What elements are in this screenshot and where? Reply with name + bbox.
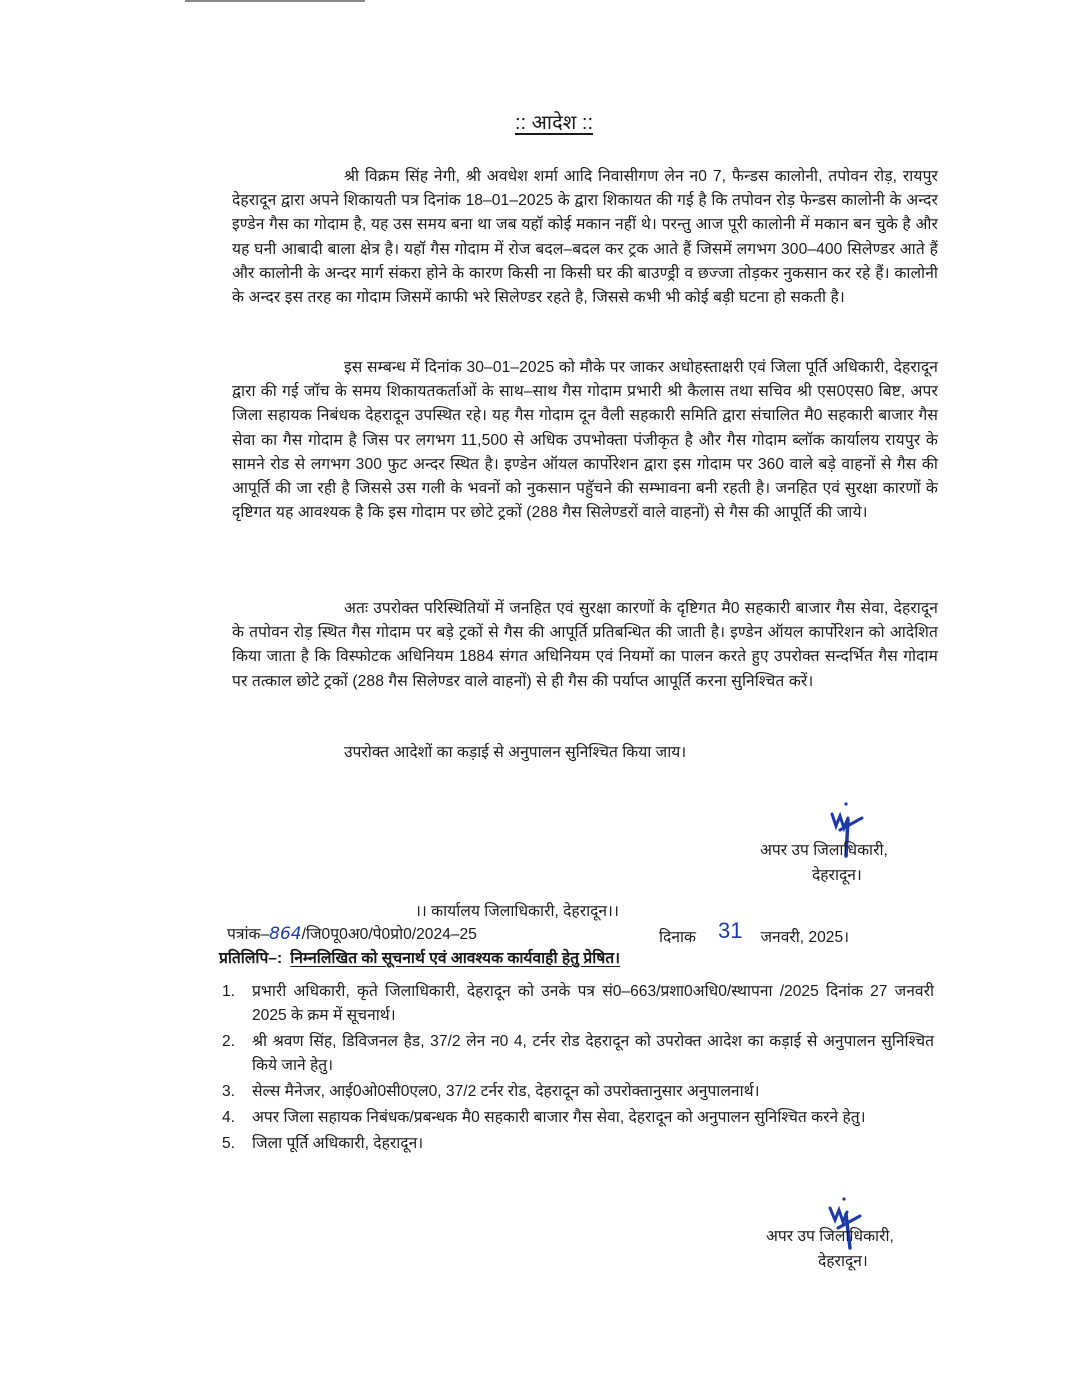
date-month-year: जनवरी, 2025। (760, 929, 850, 946)
signature-block-1 (760, 838, 888, 888)
reference-date (659, 918, 850, 948)
reference-number-handwritten: 864 (269, 924, 302, 944)
list-item-number: 2. (222, 1033, 236, 1050)
signatory-designation: अपर उप जिलाधिकारी, (766, 1228, 894, 1245)
list-item-number: 1. (222, 983, 236, 1000)
list-item (222, 980, 934, 1028)
list-item-text: जिला पूर्ति अधिकारी, देहरादून। (252, 1135, 424, 1152)
reference-suffix: /जि0पू0अ0/पे0प्रो0/2024–25 (301, 926, 477, 943)
date-day-handwritten: 31 (718, 918, 743, 943)
scan-edge-line (185, 0, 365, 2)
signatory-designation: अपर उप जिलाधिकारी, (760, 842, 888, 859)
document-title: :: आदेश :: (515, 112, 593, 134)
paragraph-complaint: श्री विक्रम सिंह नेगी, श्री अवधेश शर्मा आदि निवासीगण लेन न0 7, फैन्डस कालोनी, तपोवन रोड़, रायपुर देहरादून द्वारा अपने शिकायती पत्र दिनांक 18–01–2025 के द्वारा शिकायत की गई है कि तपोवन रोड़ फेन्डस कालोनी के अन्दर इण्डेन गैस का गोदाम है, यह उस समय बना था जब यहॉ कोई मकान नहीं थे। परन्तु आज पूरी कालोनी में मकान बन चुके है और यह घनी आबादी बाला क्षेत्र है। यहॉ गैस गोदाम में रोज बदल–बदल कर ट्रक आते हैं जिसमें लगभग 300–400 सिलेण्डर आते हैं और कालोनी के अन्दर मार्ग संकरा होने के कारण किसी ना किसी घर की बाउण्ड्री व छज्जा तोड़कर नुकसान कर रहे हैं। कालोनी के अन्दर इस तरह का गोदाम जिसमें काफी भरे सिलेण्डर रहते है, जिससे कभी भी कोई बड़ी घटना हो सकती है। (232, 168, 938, 307)
office-heading: ।। कार्यालय जिलाधिकारी, देहरादून।। (415, 903, 619, 920)
paragraph-order: अतः उपरोक्त परिस्थितियों में जनहित एवं सुरक्षा कारणों के दृष्टिगत मै0 सहकारी बाजार गैस सेवा, देहरादून के तपोवन रोड़ स्थित गैस गोदाम पर बड़े ट्रकों से गैस की आपूर्ति प्रतिबन्धित की जाती है। इण्डेन ऑयल कार्पोरेशन को आदेशित किया जाता है कि विस्फोटक अधिनियम 1884 संगत अधिनियम एवं नियमों का पालन करते हुए उपरोक्त सन्दर्भित गैस गोदाम पर तत्काल छोटे ट्रकों (288 गैस सिलेण्डर वाले वाहनों) से ही गैस की पर्याप्त आपूर्ति करना सुनिश्चित करें। (232, 600, 938, 690)
list-item (222, 1106, 934, 1130)
reference-line (227, 918, 907, 946)
list-item-text: प्रभारी अधिकारी, कृते जिलाधिकारी, देहरादून को उनके पत्र सं0–663/प्रशा0अधि0/स्थापना /2025 दिनांक 27 जनवरी 2025 के क्रम में सूचनार्थ। (252, 983, 934, 1024)
list-item-text: सेल्स मैनेजर, आई0ओ0सी0एल0, 37/2 टर्नर रोड, देहरादून को उपरोक्तानुसार अनुपालनार्थ। (252, 1083, 760, 1100)
date-label: दिनाक (659, 929, 696, 946)
signatory-place: देहरादून। (812, 867, 862, 884)
list-item-text: श्री श्रवण सिंह, डिविजनल हैड, 37/2 लेन न0 4, टर्नर रोड देहरादून को उपरोक्त आदेश का कड़ाई से अनुपालन सुनिश्चित किये जाने हेतु। (252, 1033, 934, 1074)
copy-to-list (222, 980, 934, 1158)
list-item (222, 1132, 934, 1156)
copy-to-heading (219, 946, 620, 968)
list-item (222, 1080, 934, 1104)
copy-to-label: प्रतिलिपि–: (219, 950, 283, 967)
copy-to-text: निम्नलिखित को सूचनार्थ एवं आवश्यक कार्यवाही हेतु प्रेषित। (290, 950, 621, 967)
list-item-text: अपर जिला सहायक निबंधक/प्रबन्धक मै0 सहकारी बाजार गैस सेवा, देहरादून को अनुपालन सुनिश्चित करने हेतु। (252, 1109, 866, 1126)
list-item-number: 4. (222, 1109, 236, 1126)
signatory-place: देहरादून। (818, 1253, 868, 1270)
list-item-number: 3. (222, 1083, 236, 1100)
paragraph-inspection: इस सम्बन्ध में दिनांक 30–01–2025 को मौके पर जाकर अधोहस्ताक्षरी एवं जिला पूर्ति अधिकारी, देहरादून द्वारा की गई जॉच के समय शिकायतकर्ताओं के साथ–साथ गैस गोदाम प्रभारी श्री कैलास तथा सचिव श्री एस0एस0 बिष्ट, अपर जिला सहायक निबंधक देहरादून उपस्थित रहे। यह गैस गोदाम दून वैली सहकारी समिति द्वारा संचालित मै0 सहकारी बाजार गैस सेवा का गैस गोदाम है जिस पर लगभग 11,500 से अधिक उपभोक्ता पंजीकृत है और गैस गोदाम ब्लॉक कार्यालय रायपुर के सामने रोड से लगभग 300 फुट अन्दर स्थित है। इण्डेन ऑयल कार्पोरेशन द्वारा इस गोदाम पर 360 वाले बड़े वाहनों से गैस की आपूर्ति की जा रही है जिससे उस गली के भवनों को नुकसान पहुॅचने की सम्भावना बनी रहती है। जनहित एवं सुरक्षा कारणों के दृष्टिगत यह आवश्यक है कि इस गोदाम पर छोटे ट्रकों (288 गैस सिलेण्डरों वाले वाहनों) से गैस की आपूर्ति की जाये। (232, 359, 938, 522)
signature-block-2 (766, 1224, 894, 1274)
reference-prefix: पत्रांक– (227, 926, 270, 943)
list-item-number: 5. (222, 1135, 236, 1152)
closing-line: उपरोक्त आदेशों का कड़ाई से अनुपालन सुनिश्चित किया जाय। (344, 744, 687, 761)
list-item (222, 1030, 934, 1078)
